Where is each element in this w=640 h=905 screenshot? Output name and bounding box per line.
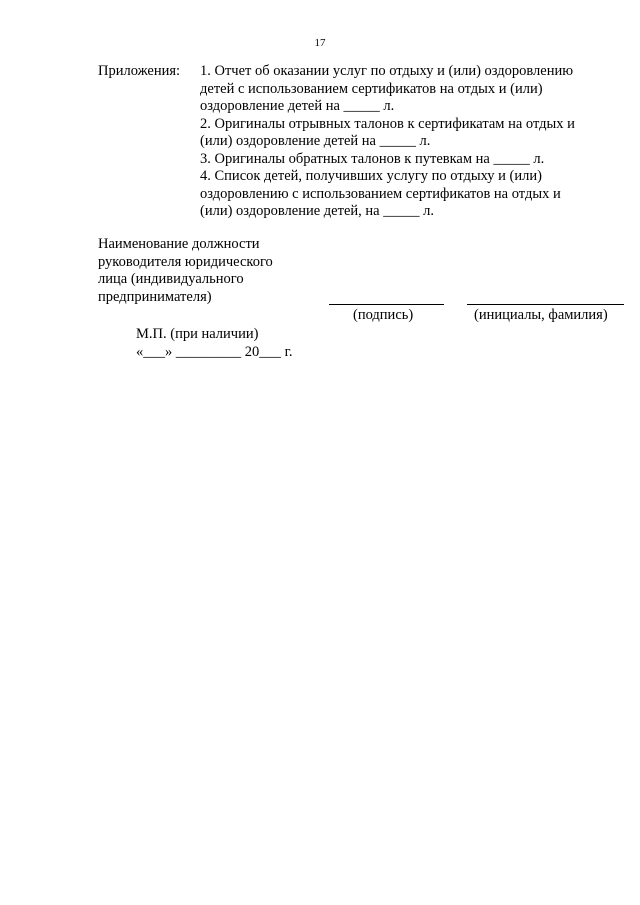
appendix-line: оздоровление детей на _____ л. [200,98,395,114]
appendix-line: (или) оздоровление детей на _____ л. [200,133,431,149]
stamp-and-date [136,326,293,361]
appendix-line: 3. Оригиналы обратных талонов к путевкам на _____ л. [200,150,545,167]
appendix-line: 2. Оригиналы отрывных талонов к сертификатам на отдых и [200,115,575,132]
appendix-line: 4. Список детей, получивших услугу по отдыху и (или) [200,168,542,184]
signature-line [329,304,444,305]
appendices-label: Приложения: [98,63,181,79]
position-title-line: лица (индивидуального [98,271,244,287]
appendix-line: детей с использованием сертификатов на отдых и (или) [200,80,543,97]
initials-line [467,304,624,305]
stamp-note: М.П. (при наличии) [136,326,259,342]
appendix-line: оздоровлению с использованием сертификатов на отдых и [200,185,561,202]
date-line: «___» _________ 20___ г. [136,343,293,360]
position-title [98,236,328,306]
appendix-line: 1. Отчет об оказании услуг по отдыху и (или) оздоровлению [200,63,574,79]
signature-caption: (подпись) [353,307,414,323]
position-title-line: предпринимателя) [98,288,212,305]
page-number: 17 [314,37,326,49]
initials-caption: (инициалы, фамилия) [474,307,608,323]
position-title-line: руководителя юридического [98,253,273,270]
appendices-list [200,63,610,221]
appendix-line: (или) оздоровление детей, на _____ л. [200,203,434,219]
position-title-line: Наименование должности [98,236,260,252]
